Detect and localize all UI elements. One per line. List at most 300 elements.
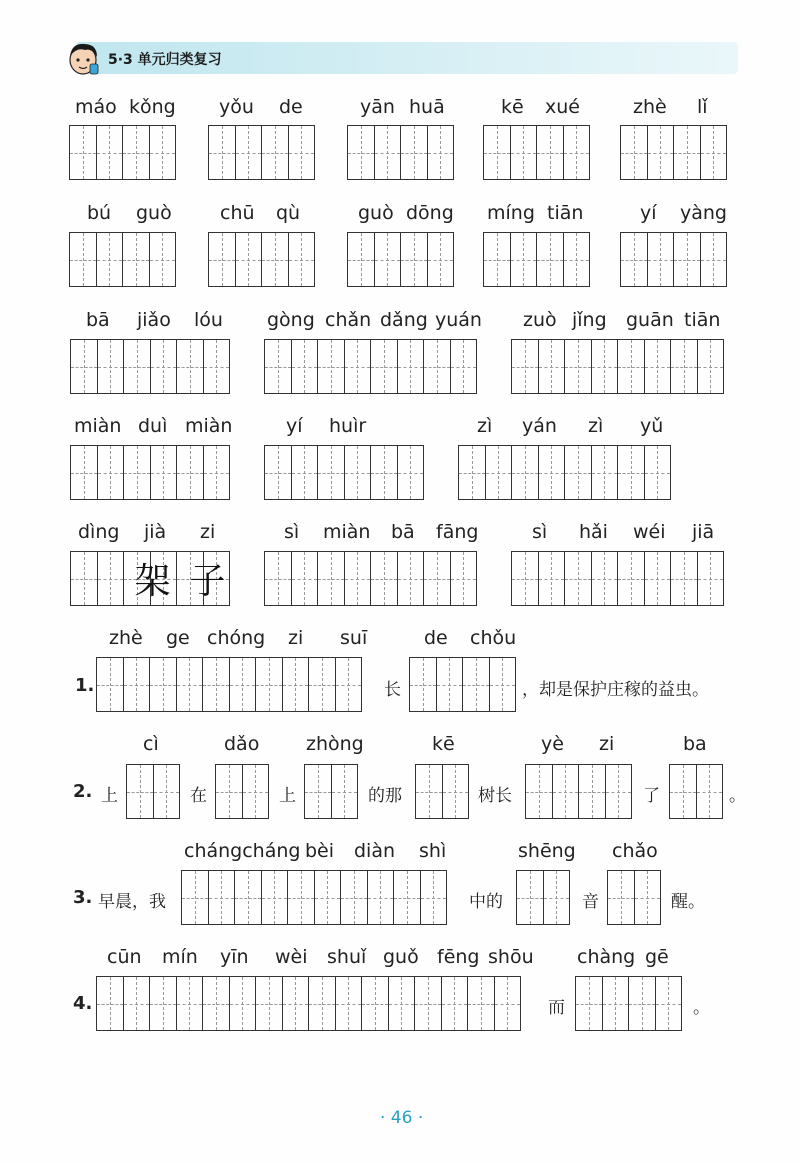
pinyin: diàn — [354, 840, 396, 862]
filled-character: 架 — [134, 561, 171, 602]
writing-cell[interactable] — [462, 657, 490, 712]
writing-cell[interactable] — [388, 976, 416, 1031]
writing-cell[interactable] — [261, 125, 289, 180]
pinyin: chǎn — [325, 309, 372, 331]
writing-cell[interactable] — [261, 232, 289, 287]
pinyin: fēng — [437, 946, 480, 968]
writing-cell[interactable] — [153, 764, 181, 819]
pinyin: bā — [391, 521, 415, 543]
writing-cell[interactable] — [420, 870, 448, 925]
pinyin: dìng — [78, 521, 120, 543]
writing-cell[interactable] — [591, 445, 619, 500]
writing-cell[interactable] — [511, 445, 539, 500]
writing-cell[interactable] — [287, 870, 315, 925]
pinyin: chángcháng — [184, 840, 301, 862]
sentence-text: 在 — [190, 786, 207, 806]
writing-cell[interactable] — [647, 125, 675, 180]
writing-cell[interactable] — [617, 551, 645, 606]
writing-cell[interactable] — [400, 125, 428, 180]
writing-cell[interactable] — [181, 870, 209, 925]
pinyin: ge — [166, 627, 190, 649]
writing-cell[interactable] — [536, 232, 564, 287]
writing-cell[interactable] — [538, 445, 566, 500]
writing-cell[interactable] — [370, 339, 398, 394]
writing-cell[interactable] — [176, 657, 204, 712]
writing-cell[interactable] — [150, 445, 178, 500]
pinyin: chǎo — [612, 840, 658, 862]
pinyin: guò — [358, 202, 394, 224]
writing-cell[interactable] — [563, 125, 591, 180]
pinyin: miàn — [323, 521, 371, 543]
writing-cell[interactable] — [70, 339, 98, 394]
pinyin: de — [424, 627, 448, 649]
pinyin: mín — [162, 946, 198, 968]
writing-cell[interactable] — [288, 232, 316, 287]
writing-cell[interactable] — [374, 232, 402, 287]
pinyin: cì — [143, 733, 159, 755]
writing-cell[interactable] — [605, 764, 633, 819]
pinyin: zi — [288, 627, 304, 649]
sentence-text: 中的 — [469, 892, 503, 912]
pinyin: chóng — [207, 627, 266, 649]
sentence-text: 醒。 — [671, 892, 705, 912]
writing-cell[interactable] — [123, 445, 151, 500]
writing-cell[interactable] — [96, 657, 124, 712]
sentence-text: 。 — [729, 786, 746, 806]
writing-cell[interactable] — [414, 976, 442, 1031]
pinyin: shuǐ — [327, 946, 367, 968]
pinyin: míng — [487, 202, 535, 224]
writing-cell[interactable] — [149, 232, 177, 287]
writing-cell[interactable] — [696, 764, 724, 819]
word-grid[interactable] — [69, 125, 176, 180]
writing-cell[interactable] — [344, 339, 372, 394]
pinyin: jià — [144, 521, 167, 543]
word-grid[interactable] — [96, 976, 521, 1031]
writing-cell[interactable] — [510, 125, 538, 180]
writing-cell[interactable] — [673, 125, 701, 180]
writing-cell[interactable] — [552, 764, 580, 819]
writing-cell[interactable] — [697, 339, 725, 394]
pinyin: zì — [477, 415, 493, 437]
pinyin: yè — [541, 733, 564, 755]
writing-cell[interactable] — [525, 764, 553, 819]
word-grid[interactable] — [181, 870, 447, 925]
writing-cell[interactable] — [203, 445, 231, 500]
pinyin: kē — [501, 96, 524, 118]
pinyin: sì — [284, 521, 300, 543]
writing-cell[interactable] — [149, 657, 177, 712]
pinyin: dǎo — [224, 733, 260, 755]
sentence-text: 而 — [548, 998, 565, 1018]
word-grid[interactable] — [208, 232, 315, 287]
writing-cell[interactable] — [344, 551, 372, 606]
pinyin: huā — [409, 96, 445, 118]
pinyin: zhè — [633, 96, 667, 118]
pinyin: gòng — [267, 309, 315, 331]
pinyin: bèi — [305, 840, 335, 862]
pinyin: zhòng — [306, 733, 364, 755]
writing-cell[interactable] — [607, 870, 635, 925]
word-grid[interactable] — [620, 232, 727, 287]
writing-cell[interactable] — [441, 976, 469, 1031]
pinyin: chàng — [577, 946, 636, 968]
writing-cell[interactable] — [261, 870, 289, 925]
writing-cell[interactable] — [202, 976, 230, 1031]
pinyin: sì — [532, 521, 548, 543]
pinyin: miàn — [185, 415, 233, 437]
writing-cell[interactable] — [427, 232, 455, 287]
writing-cell[interactable] — [291, 551, 319, 606]
pinyin: lóu — [194, 309, 223, 331]
pinyin: ba — [683, 733, 707, 755]
pinyin: shōu — [488, 946, 534, 968]
word-grid[interactable] — [215, 764, 269, 819]
pinyin: qù — [276, 202, 301, 224]
word-grid[interactable] — [511, 551, 724, 606]
writing-cell[interactable] — [288, 125, 316, 180]
writing-cell[interactable] — [122, 232, 150, 287]
writing-cell[interactable] — [70, 551, 98, 606]
pinyin: guǒ — [383, 946, 419, 968]
writing-cell[interactable] — [578, 764, 606, 819]
section-header — [66, 40, 738, 76]
word-grid[interactable] — [483, 125, 590, 180]
writing-cell[interactable] — [494, 976, 522, 1031]
pinyin: zi — [599, 733, 615, 755]
writing-cell[interactable] — [308, 657, 336, 712]
word-grid[interactable] — [126, 764, 180, 819]
writing-cell[interactable] — [536, 125, 564, 180]
sentence-text: 的那 — [368, 786, 402, 806]
word-grid[interactable] — [575, 976, 682, 1031]
writing-cell[interactable] — [489, 657, 517, 712]
writing-cell[interactable] — [483, 125, 511, 180]
boy-mascot-icon — [66, 40, 102, 76]
writing-cell[interactable] — [617, 339, 645, 394]
writing-cell[interactable] — [700, 125, 728, 180]
writing-cell[interactable] — [483, 232, 511, 287]
pinyin: zi — [200, 521, 216, 543]
writing-cell[interactable] — [176, 976, 204, 1031]
pinyin: huìr — [329, 415, 367, 437]
question-number: 2. — [73, 781, 93, 802]
writing-cell[interactable] — [538, 339, 566, 394]
writing-cell[interactable] — [423, 551, 451, 606]
pinyin: yán — [522, 415, 557, 437]
pinyin: hǎi — [579, 521, 608, 543]
word-grid[interactable] — [458, 445, 671, 500]
writing-cell[interactable] — [264, 551, 292, 606]
pinyin: dōng — [406, 202, 454, 224]
sentence-text: 音 — [582, 892, 599, 912]
writing-cell[interactable] — [628, 976, 656, 1031]
pinyin: máo — [75, 96, 117, 118]
writing-cell[interactable] — [208, 870, 236, 925]
pinyin: shēng — [518, 840, 576, 862]
pinyin: guān — [626, 309, 674, 331]
writing-cell[interactable] — [655, 976, 683, 1031]
pinyin: wéi — [633, 521, 666, 543]
pinyin: duì — [138, 415, 168, 437]
writing-cell[interactable] — [697, 551, 725, 606]
pinyin: dǎng — [380, 309, 428, 331]
pinyin: bú — [87, 202, 112, 224]
word-grid[interactable] — [347, 232, 454, 287]
writing-cell[interactable] — [126, 764, 154, 819]
pinyin: yuán — [435, 309, 482, 331]
pinyin: chǒu — [470, 627, 517, 649]
pinyin: cūn — [107, 946, 142, 968]
writing-cell[interactable] — [563, 232, 591, 287]
writing-cell[interactable] — [335, 657, 363, 712]
writing-cell[interactable] — [670, 339, 698, 394]
pinyin: shì — [419, 840, 447, 862]
writing-cell[interactable] — [235, 125, 263, 180]
writing-cell[interactable] — [97, 445, 125, 500]
writing-cell[interactable] — [317, 339, 345, 394]
pinyin: yí — [286, 415, 303, 437]
writing-cell[interactable] — [361, 976, 389, 1031]
pinyin: suī — [340, 627, 368, 649]
writing-cell[interactable] — [202, 657, 230, 712]
writing-cell[interactable] — [393, 870, 421, 925]
writing-cell[interactable] — [647, 232, 675, 287]
question-number: 4. — [73, 993, 93, 1014]
writing-cell[interactable] — [291, 445, 319, 500]
writing-cell[interactable] — [347, 232, 375, 287]
writing-cell[interactable] — [670, 551, 698, 606]
pinyin: kǒng — [129, 96, 176, 118]
writing-cell[interactable] — [415, 764, 443, 819]
pinyin: bā — [86, 309, 110, 331]
pinyin: gē — [645, 946, 669, 968]
word-grid[interactable] — [607, 870, 661, 925]
writing-cell[interactable] — [335, 976, 363, 1031]
writing-cell[interactable] — [97, 339, 125, 394]
word-grid[interactable] — [516, 870, 570, 925]
writing-cell[interactable] — [510, 232, 538, 287]
page-number: · 46 · — [380, 1108, 424, 1128]
pinyin: zì — [588, 415, 604, 437]
pinyin: jiǎo — [137, 309, 171, 331]
writing-cell[interactable] — [423, 339, 451, 394]
pinyin: de — [279, 96, 303, 118]
word-grid[interactable] — [620, 125, 727, 180]
pinyin: wèi — [275, 946, 308, 968]
writing-cell[interactable] — [203, 339, 231, 394]
writing-cell[interactable] — [436, 657, 464, 712]
sentence-text: 早晨，我 — [98, 892, 166, 912]
sentence-text: 了 — [643, 786, 660, 806]
writing-cell[interactable] — [242, 764, 270, 819]
writing-cell[interactable] — [458, 445, 486, 500]
writing-cell[interactable] — [123, 339, 151, 394]
pinyin: miàn — [74, 415, 122, 437]
pinyin: fāng — [436, 521, 479, 543]
writing-cell[interactable] — [229, 657, 257, 712]
pinyin: tiān — [684, 309, 721, 331]
word-grid[interactable] — [70, 551, 230, 606]
writing-cell[interactable] — [644, 445, 672, 500]
writing-cell[interactable] — [591, 339, 619, 394]
writing-cell[interactable] — [617, 445, 645, 500]
writing-cell[interactable] — [543, 870, 571, 925]
writing-cell[interactable] — [511, 551, 539, 606]
writing-cell[interactable] — [367, 870, 395, 925]
writing-cell[interactable] — [669, 764, 697, 819]
word-grid[interactable] — [208, 125, 315, 180]
writing-cell[interactable] — [229, 976, 257, 1031]
sentence-text: 。 — [693, 998, 710, 1018]
writing-cell[interactable] — [96, 232, 124, 287]
writing-cell[interactable] — [235, 232, 263, 287]
pinyin: yǒu — [219, 96, 254, 118]
pinyin: kē — [432, 733, 455, 755]
word-grid[interactable] — [347, 125, 454, 180]
writing-cell[interactable] — [374, 125, 402, 180]
writing-cell[interactable] — [344, 445, 372, 500]
writing-cell[interactable] — [700, 232, 728, 287]
writing-cell[interactable] — [264, 445, 292, 500]
writing-cell[interactable] — [255, 976, 283, 1031]
word-grid[interactable] — [669, 764, 723, 819]
writing-cell[interactable] — [450, 551, 478, 606]
writing-cell[interactable] — [450, 339, 478, 394]
writing-cell[interactable] — [208, 125, 236, 180]
writing-cell[interactable] — [442, 764, 470, 819]
writing-cell[interactable] — [282, 976, 310, 1031]
word-grid[interactable] — [409, 657, 516, 712]
writing-cell[interactable] — [264, 339, 292, 394]
writing-cell[interactable] — [620, 125, 648, 180]
writing-cell[interactable] — [123, 976, 151, 1031]
writing-cell[interactable] — [149, 125, 177, 180]
word-grid[interactable] — [70, 445, 230, 500]
writing-cell[interactable] — [340, 870, 368, 925]
writing-cell[interactable] — [123, 657, 151, 712]
word-grid[interactable] — [511, 339, 724, 394]
word-grid[interactable] — [525, 764, 632, 819]
question-number: 1. — [75, 675, 95, 696]
word-grid[interactable] — [483, 232, 590, 287]
pinyin: xué — [545, 96, 580, 118]
writing-cell[interactable] — [516, 870, 544, 925]
writing-cell[interactable] — [308, 976, 336, 1031]
writing-cell[interactable] — [69, 125, 97, 180]
sentence-text: 长 — [384, 680, 401, 700]
writing-cell[interactable] — [485, 445, 513, 500]
writing-cell[interactable] — [331, 764, 359, 819]
writing-cell[interactable] — [400, 232, 428, 287]
pinyin: chū — [220, 202, 255, 224]
pinyin: yàng — [680, 202, 727, 224]
sentence-text: 上 — [279, 786, 296, 806]
word-grid[interactable] — [415, 764, 469, 819]
writing-cell[interactable] — [96, 976, 124, 1031]
word-grid[interactable] — [69, 232, 176, 287]
pinyin: yān — [360, 96, 395, 118]
pinyin: lǐ — [697, 96, 708, 118]
writing-cell[interactable] — [673, 232, 701, 287]
header-title: 5·3 单元归类复习 — [108, 52, 222, 68]
writing-cell[interactable] — [282, 657, 310, 712]
sentence-text: ，却是保护庄稼的益虫。 — [522, 680, 709, 700]
filled-character: 子 — [189, 561, 226, 602]
writing-cell[interactable] — [122, 125, 150, 180]
word-grid[interactable] — [264, 551, 477, 606]
pinyin: yǔ — [640, 415, 664, 437]
word-grid[interactable] — [70, 339, 230, 394]
pinyin: yīn — [220, 946, 249, 968]
sentence-text: 树长 — [478, 786, 512, 806]
writing-cell[interactable] — [511, 339, 539, 394]
writing-cell[interactable] — [215, 764, 243, 819]
question-number: 3. — [73, 887, 93, 908]
writing-cell[interactable] — [96, 125, 124, 180]
writing-cell[interactable] — [234, 870, 262, 925]
writing-cell[interactable] — [575, 976, 603, 1031]
writing-cell[interactable] — [467, 976, 495, 1031]
writing-cell[interactable] — [317, 445, 345, 500]
writing-cell[interactable] — [427, 125, 455, 180]
writing-cell[interactable] — [70, 445, 98, 500]
writing-cell[interactable] — [97, 551, 125, 606]
writing-cell[interactable] — [149, 976, 177, 1031]
writing-cell[interactable] — [69, 232, 97, 287]
writing-cell[interactable] — [620, 232, 648, 287]
writing-cell[interactable] — [304, 764, 332, 819]
pinyin: yí — [640, 202, 657, 224]
pinyin: guò — [136, 202, 172, 224]
writing-cell[interactable] — [291, 339, 319, 394]
writing-cell[interactable] — [347, 125, 375, 180]
word-grid[interactable] — [96, 657, 362, 712]
writing-cell[interactable] — [397, 339, 425, 394]
writing-cell[interactable] — [208, 232, 236, 287]
writing-cell[interactable] — [317, 551, 345, 606]
word-grid[interactable] — [264, 445, 424, 500]
word-grid[interactable] — [304, 764, 358, 819]
writing-cell[interactable] — [370, 445, 398, 500]
writing-cell[interactable] — [538, 551, 566, 606]
writing-cell[interactable] — [591, 551, 619, 606]
writing-cell[interactable] — [644, 551, 672, 606]
writing-cell[interactable] — [634, 870, 662, 925]
pinyin: tiān — [547, 202, 584, 224]
pinyin: jǐng — [572, 309, 607, 331]
writing-cell[interactable] — [176, 445, 204, 500]
writing-cell[interactable] — [255, 657, 283, 712]
pinyin: zhè — [109, 627, 143, 649]
writing-cell[interactable] — [409, 657, 437, 712]
writing-cell[interactable] — [564, 551, 592, 606]
word-grid[interactable] — [264, 339, 477, 394]
writing-cell[interactable] — [397, 445, 425, 500]
sentence-text: 上 — [101, 786, 118, 806]
writing-cell[interactable] — [314, 870, 342, 925]
pinyin: jiā — [692, 521, 715, 543]
writing-cell[interactable] — [564, 445, 592, 500]
writing-cell[interactable] — [370, 551, 398, 606]
writing-cell[interactable] — [644, 339, 672, 394]
writing-cell[interactable] — [564, 339, 592, 394]
pinyin: zuò — [523, 309, 557, 331]
writing-cell[interactable] — [397, 551, 425, 606]
writing-cell[interactable] — [176, 339, 204, 394]
writing-cell[interactable] — [602, 976, 630, 1031]
writing-cell[interactable] — [150, 339, 178, 394]
